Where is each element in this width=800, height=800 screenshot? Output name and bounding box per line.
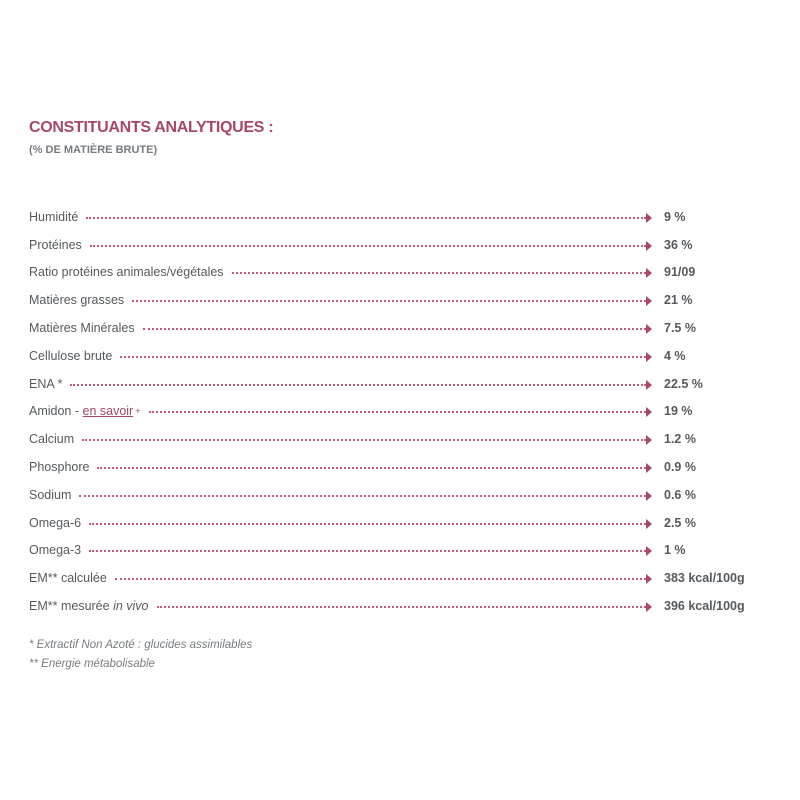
dotted-arrow-icon: [79, 489, 652, 501]
dotted-arrow-icon: [232, 266, 652, 278]
analytics-table: [29, 203, 769, 620]
table-row: [29, 203, 769, 231]
row-value: 0.9 %: [664, 460, 696, 475]
row-label: Cellulose brute: [29, 348, 113, 363]
row-label: Matières Minérales: [29, 321, 135, 336]
table-row: [29, 425, 769, 453]
table-row: [29, 342, 769, 370]
table-row: [29, 481, 769, 509]
row-label: Phosphore: [29, 460, 90, 475]
row-label-text: Amidon -: [29, 404, 83, 419]
row-value: 9 %: [664, 209, 686, 224]
row-value: 396 kcal/100g: [664, 599, 745, 614]
row-value: 2.5 %: [664, 515, 696, 530]
row-label: Omega-3: [29, 543, 82, 558]
row-label: [29, 404, 141, 418]
dotted-arrow-icon: [149, 405, 652, 417]
table-row: [29, 259, 769, 287]
dotted-arrow-icon: [143, 322, 652, 334]
table-row: [29, 286, 769, 314]
row-label: Omega-6: [29, 515, 82, 530]
row-label: Ratio protéines animales/végétales: [29, 265, 224, 280]
page-title: CONSTITUANTS ANALYTIQUES :: [29, 119, 274, 136]
row-value: 19 %: [664, 404, 693, 419]
dotted-arrow-icon: [90, 239, 652, 251]
row-value: 0.6 %: [664, 487, 696, 502]
dotted-arrow-icon: [115, 572, 652, 584]
row-value: 7.5 %: [664, 321, 696, 336]
table-row: [29, 509, 769, 537]
dotted-arrow-icon: [70, 378, 652, 390]
dotted-arrow-icon: [86, 211, 652, 223]
row-label-text: EM** mesurée: [29, 599, 114, 614]
row-label-italic: in vivo: [113, 599, 149, 614]
dotted-arrow-icon: [157, 600, 652, 612]
table-row: [29, 453, 769, 481]
learn-more-link[interactable]: en savoir: [82, 404, 134, 419]
table-row: [29, 314, 769, 342]
footnote: ** Energie métabolisable: [29, 658, 155, 670]
dotted-arrow-icon: [82, 433, 652, 445]
page-subtitle: (% DE MATIÈRE BRUTE): [29, 144, 158, 156]
dotted-arrow-icon: [89, 517, 652, 529]
row-label: Humidité: [29, 209, 79, 224]
dotted-arrow-icon: [132, 294, 652, 306]
row-value: 383 kcal/100g: [664, 571, 745, 586]
row-value: 36 %: [664, 237, 693, 252]
table-row: [29, 592, 769, 620]
row-value: 4 %: [664, 348, 686, 363]
row-label: Matières grasses: [29, 293, 125, 308]
row-label: [29, 599, 149, 613]
row-value: 91/09: [664, 265, 696, 280]
table-row: [29, 537, 769, 565]
table-row: [29, 370, 769, 398]
dotted-arrow-icon: [120, 350, 652, 362]
table-row: [29, 398, 769, 426]
dotted-arrow-icon: [89, 544, 652, 556]
row-value: 1.2 %: [664, 432, 696, 447]
row-value: 1 %: [664, 543, 686, 558]
table-row: [29, 564, 769, 592]
row-label: Sodium: [29, 487, 72, 502]
row-value: 22.5 %: [664, 376, 703, 391]
table-row: [29, 231, 769, 259]
row-label: EM** calculée: [29, 571, 107, 586]
footnote: * Extractif Non Azoté : glucides assimilables: [29, 639, 253, 651]
row-label: ENA *: [29, 376, 63, 391]
row-value: 21 %: [664, 293, 693, 308]
dotted-arrow-icon: [97, 461, 652, 473]
row-label: Protéines: [29, 237, 82, 252]
row-label: Calcium: [29, 432, 75, 447]
plus-icon[interactable]: +: [135, 406, 141, 417]
footnotes: [29, 636, 252, 674]
